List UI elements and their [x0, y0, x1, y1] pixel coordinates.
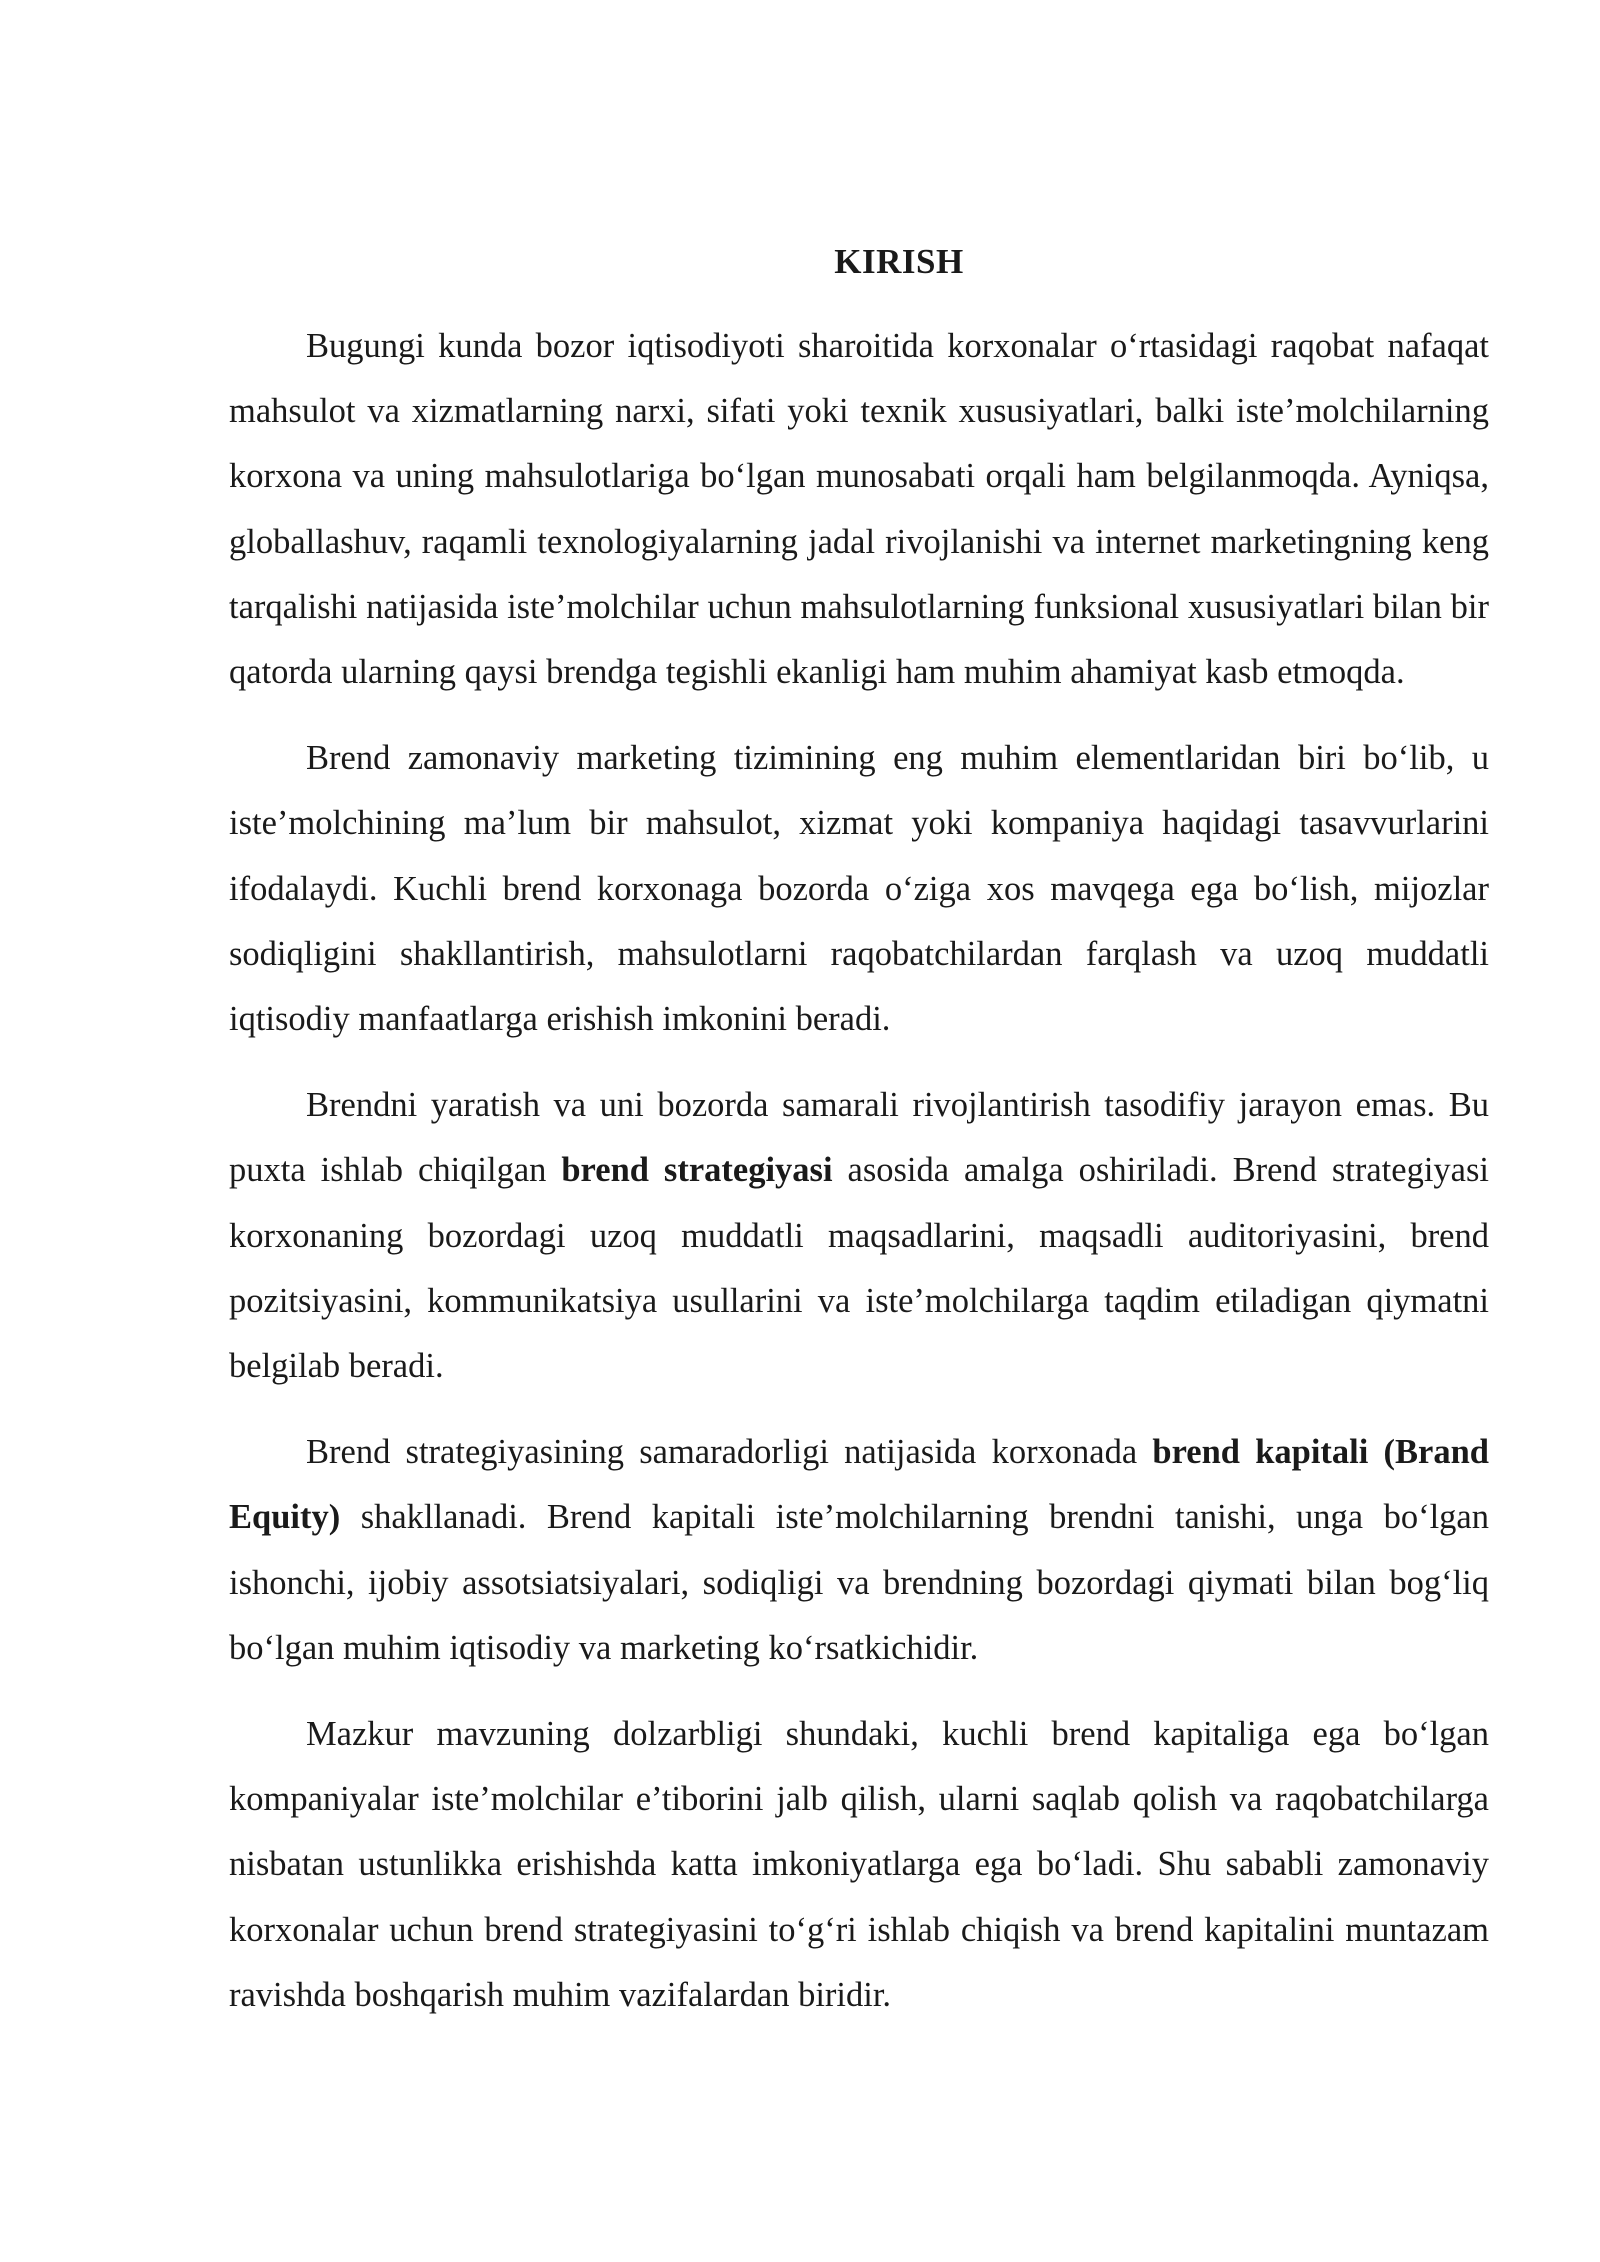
paragraph-text: Bugungi kunda bozor iqtisodiyoti sharoitida korxonalar o‘rtasidagi raqobat nafaqat mahsulot va xizmatlarning narxi, sifati yoki texnik xususiyatlari, balki iste’molchilarning korxona va uning mahsulotlariga bo‘lgan munosabati orqali ham belgilanmoqda. Ayniqsa, globallashuv, raqamli texnologiyalarning jadal rivojlanishi va internet marketingning keng tarqalishi natijasida iste’molchilar uchun mahsulotlarning funksional xususiyatlari bilan bir qatorda ularning qaysi brendga tegishli ekanligi ham muhim ahamiyat kasb etmoqda. [229, 327, 1489, 692]
paragraph-text: shakllanadi. Brend kapitali iste’molchilarning brendni tanishi, unga bo‘lgan ishonchi, ijobiy assotsiatsiyalari, sodiqligi va brendning bozordagi qiymati bilan bog‘liq bo‘lgan muhim iqtisodiy va marketing ko‘rsatkichidir. [229, 1498, 1489, 1667]
body-paragraph [229, 1420, 1489, 1681]
bold-term: brend strategiyasi [561, 1151, 833, 1190]
paragraph-text: Brendni yaratish va uni bozorda samarali rivojlantirish tasodifiy jarayon emas. Bu puxta ishlab chiqilgan [229, 1086, 1489, 1190]
paragraph-text: Brend strategiyasining samaradorligi natijasida korxonada [306, 1433, 1153, 1472]
paragraph-text: asosida amalga oshiriladi. Brend strategiyasi korxonaning bozordagi uzoq muddatli maqsadlarini, maqsadli auditoriyasini, brend pozitsiyasini, kommunikatsiya usullarini va iste’molchilarga taqdim etiladigan qiymatni belgilab beradi. [229, 1151, 1489, 1386]
body-paragraph [229, 314, 1489, 705]
paragraph-list [229, 314, 1489, 2028]
body-paragraph [229, 1702, 1489, 2028]
paragraph-text: Mazkur mavzuning dolzarbligi shundaki, kuchli brend kapitaliga ega bo‘lgan kompaniyalar iste’molchilar e’tiborini jalb qilish, ularni saqlab qolish va raqobatchilarga nisbatan ustunlikka erishishda katta imkoniyatlarga ega bo‘ladi. Shu sababli zamonaviy korxonalar uchun brend strategiyasini to‘g‘ri ishlab chiqish va brend kapitalini muntazam ravishda boshqarish muhim vazifalardan biridir. [229, 1715, 1489, 2014]
body-paragraph [229, 1073, 1489, 1399]
paragraph-text: Brend zamonaviy marketing tizimining eng muhim elementlaridan biri bo‘lib, u iste’molchining ma’lum bir mahsulot, xizmat yoki kompaniya haqidagi tasavvurlarini ifodalaydi. Kuchli brend korxonaga bozorda o‘ziga xos mavqega ega bo‘lish, mijozlar sodiqligini shakllantirish, mahsulotlarni raqobatchilardan farqlash va uzoq muddatli iqtisodiy manfaatlarga erishish imkonini beradi. [229, 739, 1489, 1039]
body-paragraph [229, 726, 1489, 1052]
document-body [229, 232, 1489, 2049]
bold-term: brend kapitali (Brand Equity) [229, 1433, 1489, 1537]
page-title: KIRISH [834, 242, 964, 281]
